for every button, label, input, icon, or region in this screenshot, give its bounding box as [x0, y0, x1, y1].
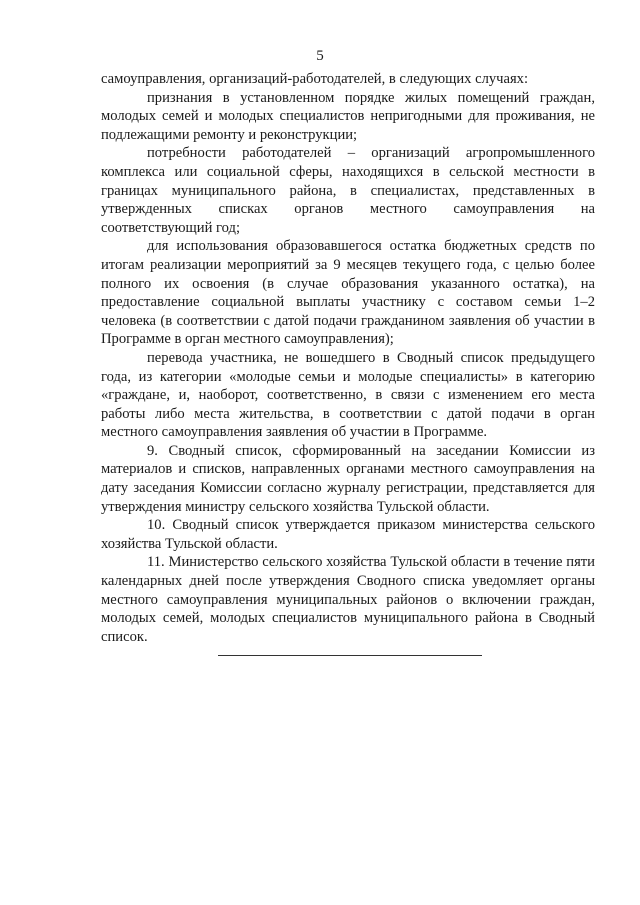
- paragraph-case-housing-unfit: признания в установленном порядке жилых помещений граждан, молодых семей и молодых специалистов непригодными для проживания, не подлежащими ремонту и реконструкции;: [101, 89, 595, 143]
- end-of-document-rule: [218, 655, 482, 656]
- paragraph-item-9: 9. Сводный список, сформированный на заседании Комиссии из материалов и списков, направленных органами местного самоуправления на дату заседания Комиссии согласно журналу регистрации, представляется для утверждения министру сельского хозяйства Тульской области.: [101, 442, 595, 515]
- document-body: [101, 70, 595, 646]
- paragraph-item-11: 11. Министерство сельского хозяйства Тульской области в течение пяти календарных дней после утверждения Сводного списка уведомляет органы местного самоуправления муниципальных районов о включении граждан, молодых семей, молодых специалистов муниципального района в Сводный список.: [101, 554, 595, 645]
- paragraph-continuation: самоуправления, организаций-работодателей, в следующих случаях:: [101, 71, 529, 87]
- paragraph-case-category-transfer: перевода участника, не вошедшего в Сводный список предыдущего года, из категории «молодые семьи и молодые специалисты» в категорию «граждане, и, наоборот, соответственно, в связи с изменением его места работы либо места жительства, в соответствии с датой подачи в орган местного самоуправления заявления об участии в Программе.: [101, 349, 595, 441]
- page-number: 5: [316, 48, 324, 64]
- paragraph-case-employer-need: потребности работодателей – организаций агропромышленного комплекса или социальной сферы, находящихся в сельской местности в границах муниципального района, в специалистах, представленных в утвержденных списках органов местного самоуправления на соответствующий год;: [101, 145, 595, 236]
- paragraph-item-10: 10. Сводный список утверждается приказом министерства сельского хозяйства Тульской области.: [101, 517, 595, 552]
- paragraph-case-budget-remainder: для использования образовавшегося остатка бюджетных средств по итогам реализации мероприятий за 9 месяцев текущего года, с целью более полного их освоения (в случае образования указанного остатка), на предоставление социальной выплаты участнику с составом семьи 1–2 человека (в соответствии с датой подачи гражданином заявления об участии в Программе в орган местного самоуправления);: [101, 238, 595, 348]
